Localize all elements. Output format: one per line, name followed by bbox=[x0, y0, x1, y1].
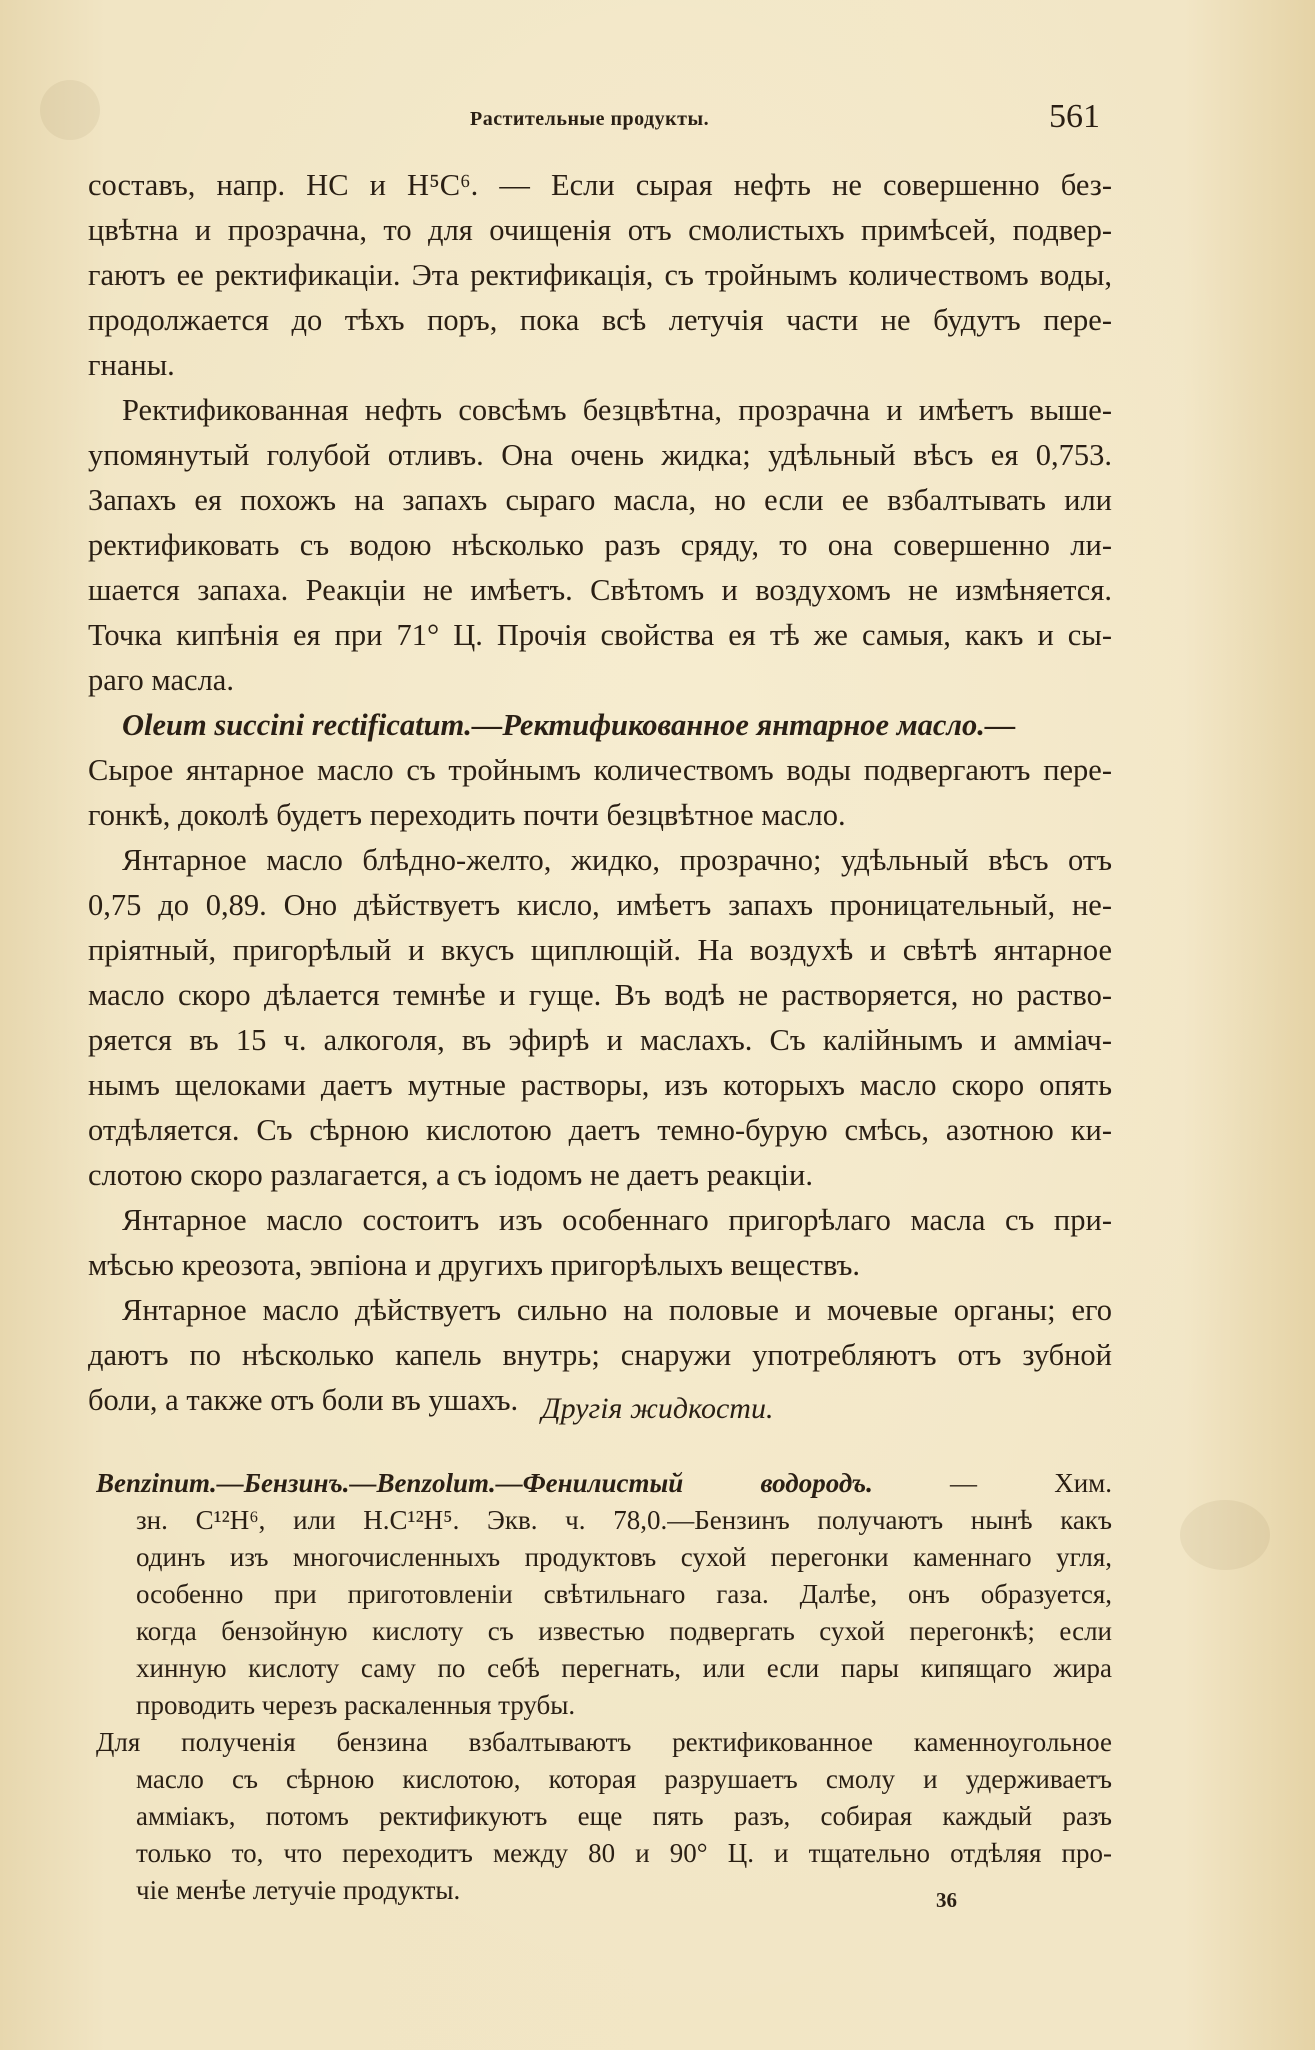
benzine-entry bbox=[96, 1465, 1112, 1909]
text-line: Запахъ ея похожъ на запахъ сыраго масла, но если ее взбалтывать или bbox=[88, 483, 1112, 517]
text-line: ряется въ 15 ч. алкоголя, въ эфирѣ и маслахъ. Съ калійнымъ и амміач- bbox=[88, 1023, 1112, 1057]
text-line: амміакъ, потомъ ректификуютъ еще пять разъ, собирая каждый разъ bbox=[136, 1801, 1112, 1831]
text-line: даютъ по нѣсколько капель внутрь; снаружи употребляютъ отъ зубной bbox=[88, 1338, 1112, 1372]
article-title: Oleum succini rectificatum.—Ректификованное янтарное масло.— bbox=[122, 708, 1016, 742]
text-line: когда бензойную кислоту съ известью подвергать сухой перегонкѣ; если bbox=[136, 1616, 1112, 1646]
text-line: 0,75 до 0,89. Оно дѣйствуетъ кисло, имѣетъ запахъ проницательный, не- bbox=[88, 888, 1112, 922]
text-line: Сырое янтарное масло съ тройнымъ количествомъ воды подвергаютъ пере- bbox=[88, 753, 1112, 787]
text-line: продолжается до тѣхъ поръ, пока всѣ летучія части не будутъ пере- bbox=[88, 303, 1112, 337]
text-line: упомянутый голубой отливъ. Она очень жидка; удѣльный вѣсъ ея 0,753. bbox=[88, 438, 1112, 472]
text-line: Ректификованная нефть совсѣмъ безцвѣтна, прозрачна и имѣетъ выше- bbox=[122, 393, 1112, 427]
paragraph-5 bbox=[88, 1198, 1112, 1288]
text-line: чіе менѣе летучіе продукты. bbox=[136, 1875, 461, 1905]
signature-mark: 36 bbox=[936, 1888, 957, 1912]
text-line: раго масла. bbox=[88, 663, 234, 697]
text-line: составъ, напр. НС и Н⁵С⁶. — Если сырая нефть не совершенно без- bbox=[88, 168, 1112, 202]
text-line: слотою скоро разлагается, а съ іодомъ не даетъ реакціи. bbox=[88, 1158, 813, 1192]
entry-first-line bbox=[96, 1465, 1112, 1502]
section-heading: Другія жидкости. bbox=[541, 1392, 774, 1425]
page-header bbox=[460, 98, 1100, 138]
text-line: Янтарное масло дѣйствуетъ сильно на половые и мочевые органы; его bbox=[122, 1293, 1112, 1327]
text-line: только то, что переходитъ между 80 и 90° Ц. и тщательно отдѣляя про- bbox=[136, 1838, 1112, 1868]
main-text bbox=[88, 163, 1112, 1423]
text-line: боли, а также отъ боли въ ушахъ. bbox=[88, 1383, 519, 1417]
text-line: гонкѣ, доколѣ будетъ переходить почти безцвѣтное масло. bbox=[88, 798, 846, 832]
paragraph-2 bbox=[88, 388, 1112, 703]
text-line: Точка кипѣнія ея при 71° Ц. Прочія свойства ея тѣ же самыя, какъ и сы- bbox=[88, 618, 1112, 652]
text-line: особенно при приготовленіи свѣтильнаго газа. Далѣе, онъ образуется, bbox=[136, 1579, 1112, 1609]
paragraph-3 bbox=[88, 703, 1112, 838]
text-line: хинную кислоту саму по себѣ перегнать, или если пары кипящаго жира bbox=[136, 1653, 1112, 1683]
text-line: ректификовать съ водою нѣсколько разъ сряду, то она совершенно ли- bbox=[88, 528, 1112, 562]
text-line: гнаны. bbox=[88, 348, 175, 382]
text-line: отдѣляется. Съ сѣрною кислотою даетъ темно-бурую смѣсь, азотною ки- bbox=[88, 1113, 1112, 1147]
text-line: шается запаха. Реакціи не имѣетъ. Свѣтомъ и воздухомъ не измѣняется. bbox=[88, 573, 1112, 607]
text-line: гаютъ ее ректификаціи. Эта ректификація, съ тройнымъ количествомъ воды, bbox=[88, 258, 1112, 292]
text-line: одинъ изъ многочисленныхъ продуктовъ сухой перегонки каменнаго угля, bbox=[136, 1542, 1112, 1572]
text-line: мѣсью креозота, эвпіона и другихъ пригорѣлыхъ веществъ. bbox=[88, 1248, 861, 1282]
text-line: Янтарное масло состоитъ изъ особеннаго пригорѣлаго масла съ при- bbox=[122, 1203, 1112, 1237]
text-fragment: — Хим. bbox=[872, 1468, 1112, 1498]
text-line: масло съ сѣрною кислотою, которая разрушаетъ смолу и удерживаетъ bbox=[136, 1764, 1112, 1794]
paper-stain bbox=[1180, 1500, 1270, 1570]
running-title: Растительные продукты. bbox=[470, 108, 710, 130]
text-line: проводить черезъ раскаленныя трубы. bbox=[136, 1690, 576, 1720]
paragraph-4 bbox=[88, 838, 1112, 1198]
text-line: нымъ щелоками даетъ мутные растворы, изъ которыхъ масло скоро опять bbox=[88, 1068, 1112, 1102]
text-line: Для полученія бензина взбалтываютъ ректификованное каменноугольное bbox=[96, 1727, 1112, 1757]
paper-stain bbox=[40, 80, 100, 140]
page-number: 561 bbox=[1049, 98, 1100, 135]
text-line: пріятный, пригорѣлый и вкусъ щиплющій. На воздухѣ и свѣтѣ янтарное bbox=[88, 933, 1112, 967]
paragraph-1 bbox=[88, 163, 1112, 388]
text-line: зн. C¹²H⁶, или H.C¹²H⁵. Экв. ч. 78,0.—Бензинъ получаютъ нынѣ какъ bbox=[136, 1505, 1112, 1535]
text-line: Янтарное масло блѣдно-желто, жидко, прозрачно; удѣльный вѣсъ отъ bbox=[122, 843, 1112, 877]
text-line: цвѣтна и прозрачна, то для очищенія отъ смолистыхъ примѣсей, подвер- bbox=[88, 213, 1112, 247]
text-line: масло скоро дѣлается темнѣе и гуще. Въ водѣ не растворяется, но раство- bbox=[88, 978, 1112, 1012]
entry-title: Benzinum.—Бензинъ.—Benzolum.—Фенилистый водородъ. bbox=[96, 1468, 873, 1498]
